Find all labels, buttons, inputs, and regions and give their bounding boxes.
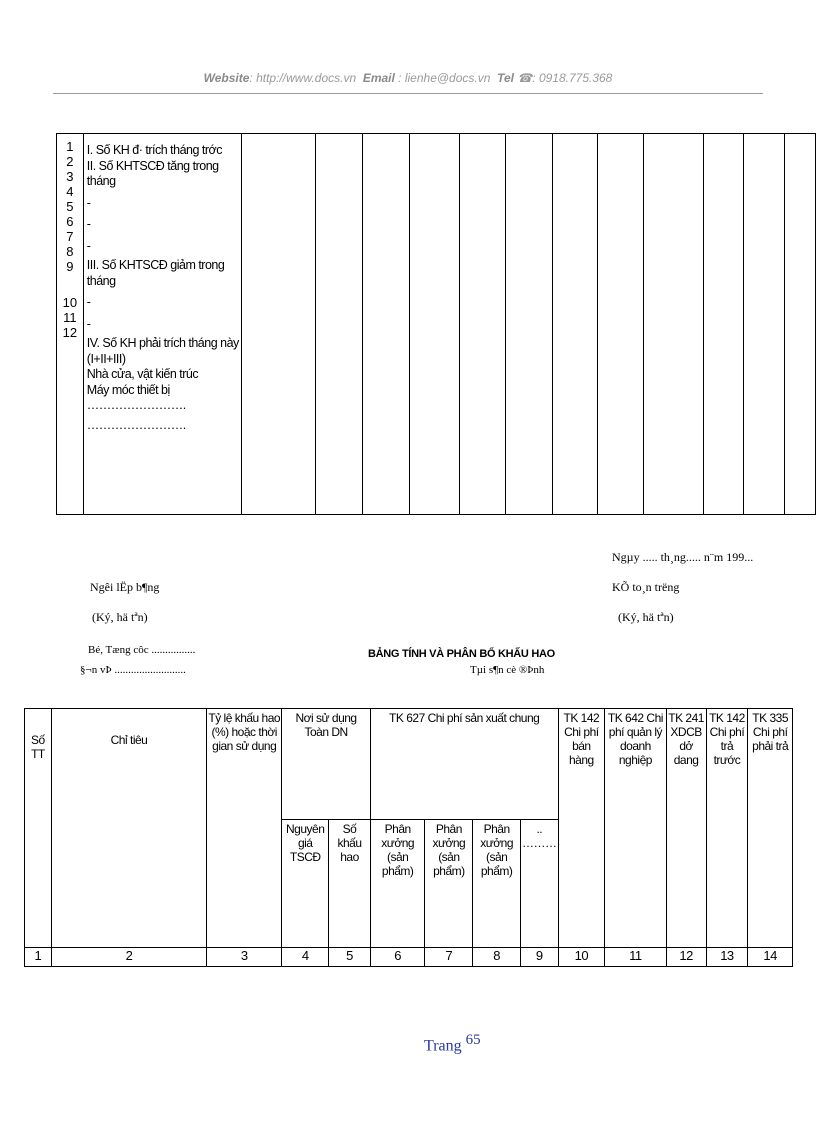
website-label: Website	[203, 71, 250, 85]
item-line: -	[86, 238, 91, 253]
item-line: …………………….	[86, 417, 186, 432]
header-tk627: TK 627 Chi phí sản xuất chung	[370, 709, 558, 820]
item-line: I. Số KH đ· trích tháng trớc	[86, 143, 223, 157]
item-line: -	[86, 295, 91, 309]
column-number: 2	[51, 948, 206, 967]
header-tk142-tra-truoc: TK 142 Chi phí trả trước	[706, 709, 748, 948]
item-line: …………………….	[86, 398, 186, 412]
empty-cell	[744, 134, 784, 515]
column-number: 3	[207, 948, 282, 967]
item-line: Nhà cửa, vật kiến trúc	[86, 367, 199, 381]
tel-value: : 0918.775.368	[532, 71, 613, 85]
subheader-phan-xuong: Phân xưởng (sản phẩm)	[370, 820, 425, 948]
column-number: 8	[473, 948, 521, 967]
header-tk642: TK 642 Chi phí quản lý doanh nghiệp	[605, 709, 667, 948]
row-number: 2	[66, 154, 74, 169]
empty-cell	[409, 134, 459, 515]
website-value: : http://www.docs.vn	[249, 71, 357, 85]
depreciation-summary-table	[56, 133, 816, 515]
row-number: 10	[62, 295, 78, 310]
row-number: 4	[66, 184, 74, 199]
empty-cell	[505, 134, 552, 515]
item-line: -	[86, 316, 91, 331]
ministry-line: Bé, Tæng côc ................	[88, 644, 196, 656]
item-line: Máy móc thiết bị	[86, 382, 170, 397]
column-number: 13	[706, 948, 748, 967]
column-number: 5	[329, 948, 371, 967]
email-value: : lienhe@docs.vn	[398, 71, 491, 85]
empty-cell	[459, 134, 505, 515]
row-number: 9	[66, 259, 74, 274]
chief-accountant-label: KÕ to¸n trëng	[612, 580, 680, 594]
header-noi-su-dung: Nơi sử dụng Toàn DN	[282, 709, 371, 820]
column-number: 6	[370, 948, 425, 967]
item-line: II. Số KHTSCĐ tăng trong tháng	[86, 158, 219, 188]
row-number: 7	[66, 229, 74, 244]
empty-cell	[552, 134, 597, 515]
empty-cell	[241, 134, 316, 515]
row-number: 8	[66, 244, 74, 259]
header-divider	[53, 93, 763, 94]
row-number: 11	[63, 310, 77, 325]
column-number: 12	[666, 948, 706, 967]
empty-cell	[644, 134, 704, 515]
row-number: 12	[62, 325, 78, 340]
empty-cell	[704, 134, 744, 515]
preparer-label: Ngêi lËp b¶ng	[90, 580, 160, 594]
subheader-other: .. ………	[521, 820, 559, 948]
row-number-column	[57, 134, 84, 515]
row-number: 6	[66, 214, 74, 229]
depreciation-allocation-table	[24, 708, 793, 967]
allocation-table-subtitle: Tµi s¶n cè ®Þnh	[470, 664, 545, 676]
item-column	[83, 134, 241, 515]
header-stt: Số TT	[25, 709, 52, 948]
phone-icon: ☎	[517, 71, 533, 85]
item-line: -	[86, 217, 91, 231]
accountant-sign-note: (Ký, hä tªn)	[618, 610, 674, 624]
column-number: 10	[558, 948, 605, 967]
email-label: Email	[362, 71, 395, 85]
website-header	[0, 71, 816, 85]
column-number: 14	[748, 948, 793, 967]
subheader-so-khau-hao: Số khấu hao	[329, 820, 371, 948]
allocation-table-title: BẢNG TÍNH VÀ PHÂN BỔ KHẤU HAO	[368, 648, 555, 660]
empty-cell	[598, 134, 644, 515]
page-number-value: 65	[465, 1032, 481, 1048]
empty-cell	[784, 134, 816, 515]
column-number: 1	[25, 948, 52, 967]
header-chi-tieu: Chỉ tiêu	[51, 709, 206, 948]
subheader-phan-xuong: Phân xưởng (sản phẩm)	[473, 820, 521, 948]
date-line: Ngµy ..... th¸ng..... n¨m 199...	[612, 550, 754, 564]
column-number: 11	[605, 948, 667, 967]
item-line: IV. Số KH phải trích tháng này	[86, 336, 239, 350]
preparer-sign-note: (Ký, hä tªn)	[92, 610, 148, 624]
page-number	[424, 1032, 481, 1055]
subheader-nguyen-gia: Nguyên giá TSCĐ	[282, 820, 329, 948]
tel-label: Tel	[497, 71, 514, 85]
empty-cell	[316, 134, 363, 515]
item-line: III. Số KHTSCĐ giảm trong tháng	[86, 258, 225, 288]
item-line: -	[86, 195, 91, 210]
item-line: (I+II+III)	[86, 351, 126, 366]
empty-cell	[363, 134, 409, 515]
header-tk241: TK 241 XDCB dở dang	[666, 709, 706, 948]
column-number: 7	[425, 948, 473, 967]
row-number: 5	[66, 199, 74, 214]
header-ty-le: Tỷ lệ khấu hao (%) hoặc thời gian sử dụng	[207, 709, 282, 948]
column-number: 4	[282, 948, 329, 967]
page-label: Trang	[424, 1037, 462, 1055]
unit-line: §¬n vÞ ..........................	[80, 664, 186, 676]
subheader-phan-xuong: Phân xưởng (sản phẩm)	[425, 820, 473, 948]
column-number: 9	[521, 948, 559, 967]
row-number: 3	[66, 169, 74, 184]
header-tk335: TK 335 Chi phí phải trả	[748, 709, 793, 948]
header-tk142-ban-hang: TK 142 Chi phí bán hàng	[558, 709, 605, 948]
row-number: 1	[66, 139, 74, 154]
